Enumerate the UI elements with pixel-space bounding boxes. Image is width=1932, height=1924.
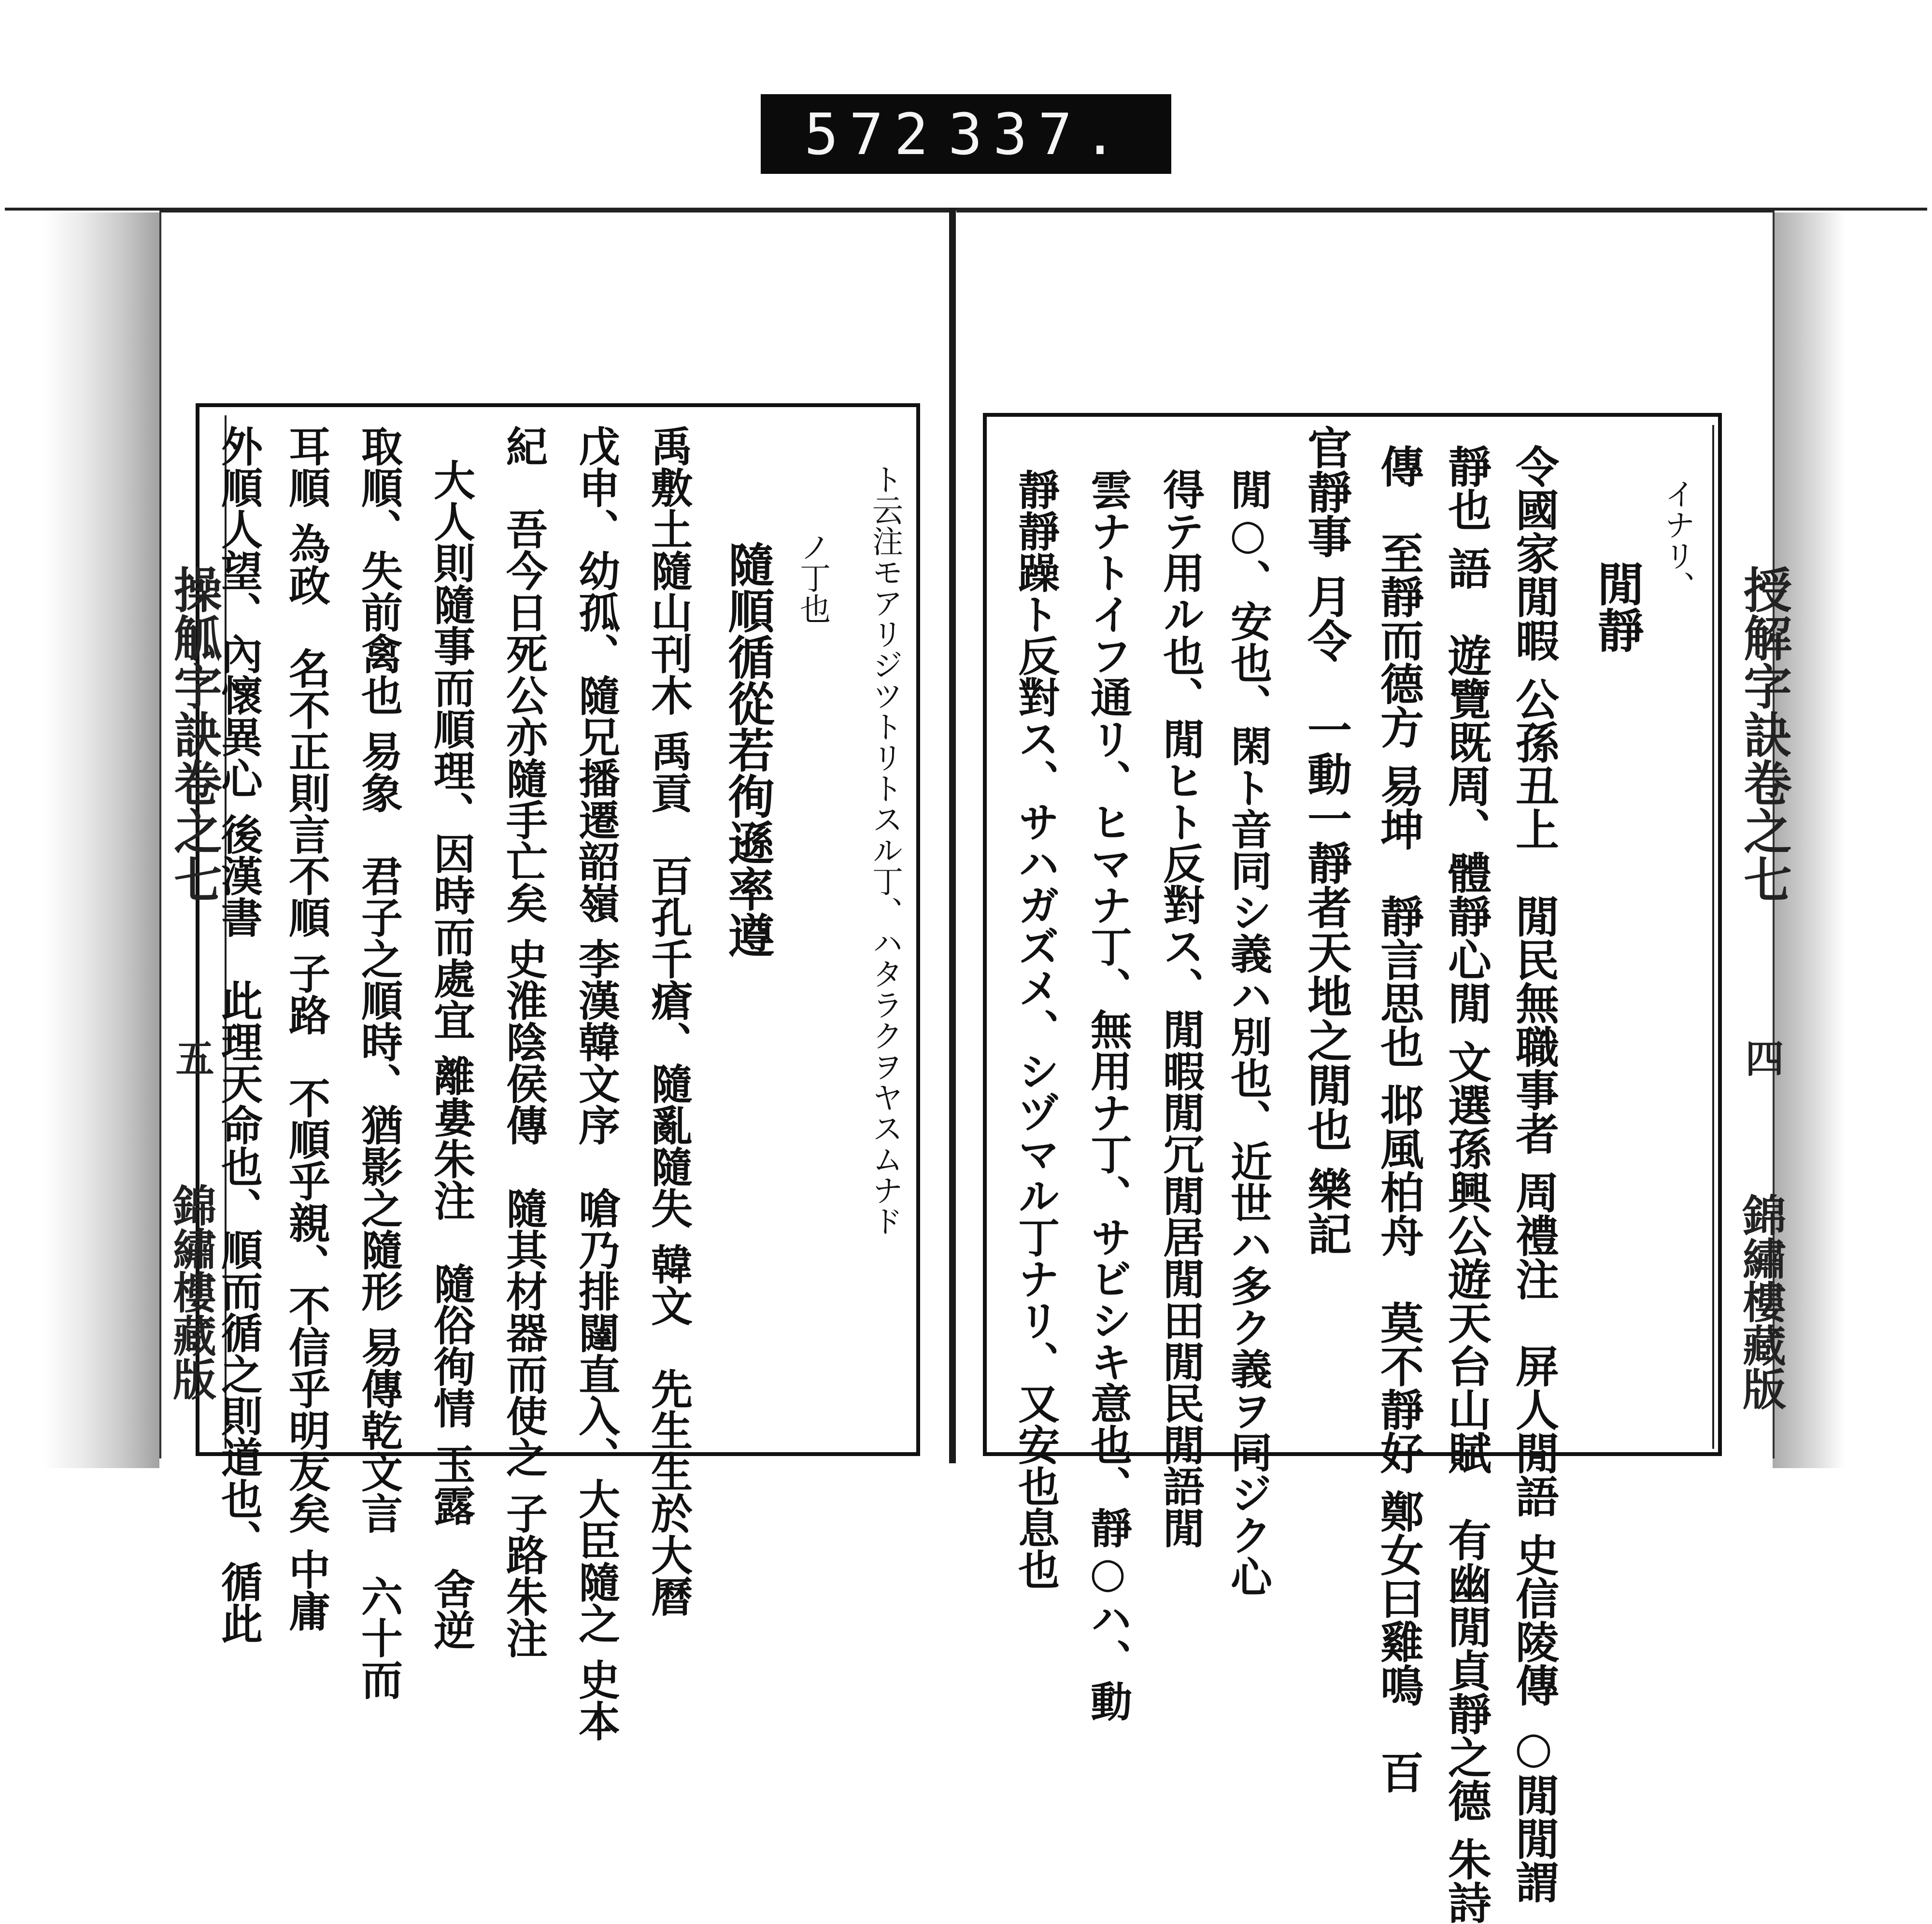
right-col-9: 雲ナトイフ通リ、ヒマナ丁、無用ナ丁、サビシキ意也、靜○ハ、動 <box>1083 468 1132 1722</box>
left-margin-publisher: 錦繡樓藏版 <box>165 1183 216 1401</box>
left-col-2: ノ丁也 <box>795 531 830 624</box>
left-margin-title: 操觚字訣卷之七 <box>166 565 223 903</box>
left-col-7: 大人則隨事而順理、因時而處宜 離婁朱注 隨俗徇情 玉露 舍逆 <box>426 459 475 1651</box>
right-col-5: 傳 至靜而德方 易坤 靜言思也 邶風柏舟 莫不靜好 鄭女曰雞鳴 百 <box>1373 444 1424 1794</box>
left-col-4: 禹敷土隨山刊木 禹貢 百孔千瘡、隨亂隨失 韓文 先生生於大曆 <box>644 425 693 1617</box>
right-col-6: 官靜事 月令 一動一靜者天地之閒也 樂記 <box>1300 425 1352 1256</box>
right-col-7: 閒○、安也、閑ト音同シ義ハ別也、近世ハ多ク義ヲ同ジク心 <box>1223 468 1272 1597</box>
book-gutter <box>949 208 956 1463</box>
right-margin-publisher: 錦繡樓藏版 <box>1735 1193 1786 1410</box>
left-col-3-heading: 隨順循從若徇遜率遵 <box>721 541 775 958</box>
left-col-6: 紀 吾今日死公亦隨手亡矣 史淮陰侯傳 隨其材器而使之 子路朱注 <box>499 425 548 1658</box>
left-col-9: 耳順 為政 名不正則言不順 子路 不順乎親、不信乎明友矣 中庸 <box>282 425 330 1631</box>
right-col-2-heading: 閒靜 <box>1590 560 1645 653</box>
film-number-left: 572 <box>804 100 939 168</box>
left-col-8: 取順、失前禽也 易象 君子之順時、猶影之隨形 易傳乾文言 六十而 <box>354 425 403 1700</box>
left-col-1: ト云注モアリジツトリトスル丁、ハタラクヲヤスムナド <box>867 464 903 1236</box>
right-col-4: 靜也 語 遊覽既周、體靜心閒 文選孫興公遊天台山賦 有幽閒貞靜之德 朱詩 <box>1440 444 1492 1924</box>
right-col-3: 令國家閒暇 公孫丑上 閒民無職事者 周禮注 屏人閒語 史信陵傳 ○閒閒謂 <box>1508 444 1559 1904</box>
left-col-5: 戊申、幼孤、隨兄播遷韶嶺 李漢韓文序 嗆乃排闥直入、大臣隨之 史本 <box>571 425 620 1741</box>
right-col-10: 靜靜躁ト反對ス、サハガズメ、シヅマル丁ナリ、又安也息也 <box>1011 468 1060 1590</box>
left-edge-shadow <box>43 212 159 1468</box>
left-col-10: 外順人望、內懷異心 後漢書 此理天命也、順而循之則道也、循此 <box>214 425 263 1644</box>
right-col-1: イナリ、 <box>1659 478 1695 602</box>
right-margin-title: 授解字訣卷之七 <box>1735 565 1792 903</box>
microfilm-frame-label <box>761 94 1171 174</box>
right-margin-rule <box>1712 425 1714 1449</box>
right-col-8: 得テ用ル也、閒ヒト反對ス、閒暇閒冗閒居閒田閒民閒語閒 <box>1156 468 1205 1548</box>
left-margin-folio: 五 <box>169 1038 214 1077</box>
right-margin-folio: 四 <box>1739 1038 1784 1077</box>
film-number-right: 337. <box>948 100 1128 168</box>
